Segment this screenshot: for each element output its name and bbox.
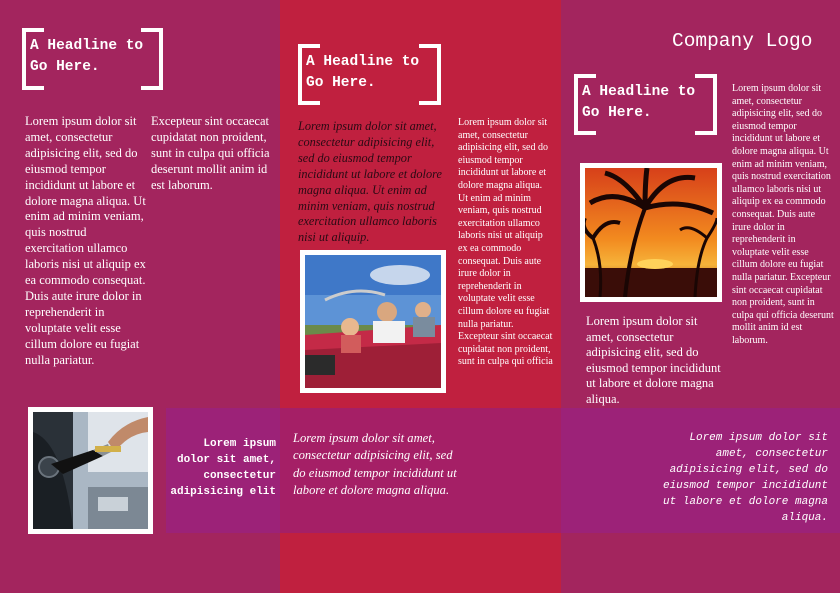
left-band-text: Lorem ipsum dolor sit amet, consectetur adipisicing elit bbox=[170, 438, 276, 498]
headline-line-1: A Headline to bbox=[306, 54, 420, 70]
left-body-col2: Excepteur sint occaecat cupidatat non proident, sunt in culpa qui officia deserunt mollit anim id est laborum. bbox=[151, 114, 270, 192]
headline-line-1: A Headline to bbox=[30, 38, 144, 54]
palm-sunset-photo bbox=[580, 163, 722, 302]
headline-line-1: A Headline to bbox=[582, 84, 696, 100]
headline-middle bbox=[298, 44, 441, 105]
right-body-col: Lorem ipsum dolor sit amet, consectetur adipisicing elit, sed do eiusmod tempor incididunt ut labore et dolore magna aliqua. Ut enim ad minim veniam, quis nostrud exercitation ullamco laboris nisi ut aliquip ex ea commodo consequat. Duis aute irure dolor in reprehenderit in voluptate velit esse cillum dolore eu fugiat nulla pariatur. Excepteur sint occaecat cupidatat non proident, sunt in culpa qui officia deserunt mollit anim id est laborum. bbox=[732, 83, 834, 346]
headline-line-2: Go Here. bbox=[30, 59, 100, 75]
headline-line-2: Go Here. bbox=[582, 105, 652, 121]
middle-body-col: Lorem ipsum dolor sit amet, consectetur adipisicing elit, sed do eiusmod tempor incididunt ut labore et dolore magna aliqua. Ut enim ad minim veniam, quis nostrud exercitation ullamco laboris nisi ut aliquip ex ea commodo consequat. Duis aute irure dolor in reprehenderit in voluptate velit esse cillum dolore eu fugiat nulla pariatur. Excepteur sint occaecat cupidatat non proident, sunt in culpa qui officia bbox=[458, 117, 553, 368]
middle-band-text: Lorem ipsum dolor sit amet, consectetur adipisicing elit, sed do eiusmod tempor incididunt ut labore et dolore magna aliqua. bbox=[293, 431, 457, 497]
company-logo: Company Logo bbox=[672, 30, 813, 52]
right-band-text: Lorem ipsum dolor sit amet, consectetur adipisicing elit, sed do eiusmod tempor incididunt ut labore et dolore magna aliqua. bbox=[662, 432, 828, 524]
left-body-col1: Lorem ipsum dolor sit amet, consectetur adipisicing elit, sed do eiusmod tempor incididunt ut labore et dolore magna aliqua. Ut enim ad minim veniam, quis nostrud exercitation ullamco laboris nisi ut aliquip ex ea commodo consequat. Duis aute irure dolor in reprehenderit in voluptate velit esse cillum dolore eu fugiat nulla pariatur. bbox=[25, 114, 146, 367]
convertible-friends-image bbox=[305, 255, 441, 388]
headline-right bbox=[574, 74, 717, 135]
convertible-friends-photo bbox=[300, 250, 446, 393]
fuel-nozzle-photo bbox=[28, 407, 153, 534]
middle-italic-intro: Lorem ipsum dolor sit amet, consectetur adipisicing elit, sed do eiusmod tempor incididunt ut labore et dolore magna aliqua. Ut enim ad minim veniam, quis nostrud exercitation ullamco laboris nisi ut aliquip. bbox=[298, 119, 442, 245]
palm-sunset-image bbox=[585, 168, 717, 297]
headline-left bbox=[22, 28, 163, 90]
fuel-nozzle-image bbox=[33, 412, 148, 529]
headline-line-2: Go Here. bbox=[306, 75, 376, 91]
right-body-below-photo: Lorem ipsum dolor sit amet, consectetur adipisicing elit, sed do eiusmod tempor incididunt ut labore et dolore magna aliqua. bbox=[586, 314, 721, 406]
